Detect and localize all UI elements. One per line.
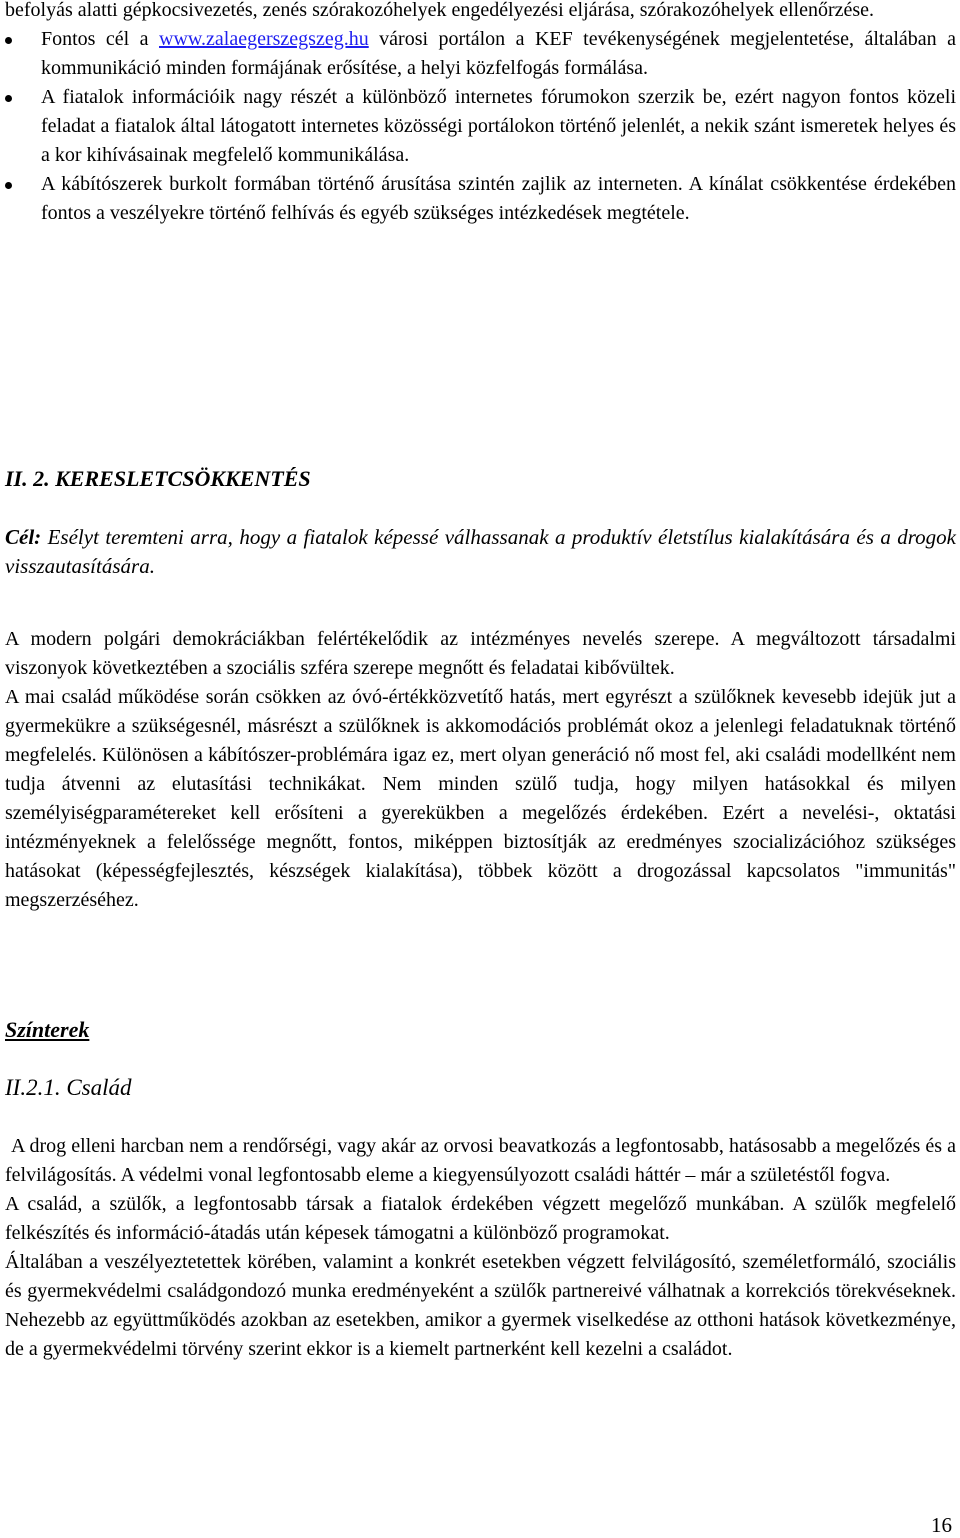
list-item	[0, 170, 956, 228]
page-number: 16	[931, 1513, 952, 1537]
list-item	[0, 25, 956, 83]
paragraph: A modern polgári demokráciákban felértékelődik az intézményes nevelés szerepe. A megváltozott társadalmi viszonyok következtében a szociális szféra szerepe megnőtt és feladatai kibővültek.	[5, 628, 956, 679]
subheading-family	[5, 1073, 956, 1104]
body-section-2	[5, 1132, 956, 1364]
list-item-text: befolyás alatti gépkocsivezetés, zenés szórakozóhelyek engedélyezési eljárása, szórakozóhelyek ellenőrzése.	[5, 0, 875, 21]
section-heading: II. 2. KERESLETCSÖKKENTÉS	[5, 466, 311, 491]
subheading-scenes	[5, 1015, 956, 1046]
list-item-text: Fontos cél a	[41, 28, 160, 50]
list-item-text: városi portálon a KEF tevékenységének megjelentetése, általában a kommunikáció minden formájának erősítése, a helyi közfelfogás formálása.	[41, 28, 957, 79]
bullet-list	[0, 0, 956, 228]
paragraph: Általában a veszélyeztetettek körében, valamint a konkrét esetekben végzett felvilágosító, személetformáló, szociális és gyermekvédelmi családgondozó munka eredményeként a szülők partnereivé válhatnak a korrekciós törekvéseknek. Nehezebb az együttműködés azokban az esetekben, amikor a gyermek viselkedése az otthoni hatások következménye, de a gyermekvédelmi törvény szerint ekkor is a kiemelt partnerként kell kezelni a családot.	[5, 1251, 956, 1360]
paragraph: A család, a szülők, a legfontosabb társak a fiatalok érdekében végzett megelőző munkában. A szülők megfelelő felkészítés és információ-átadás után képesek támogatni a különböző programokat.	[5, 1193, 956, 1244]
paragraph: A drog elleni harcban nem a rendőrségi, vagy akár az orvosi beavatkozás a legfontosabb, hatásosabb a megelőzés és a felvilágosítás. A védelmi vonal legfontosabb eleme a kiegyensúlyozott családi háttér – már a születéstől fogva.	[5, 1135, 956, 1186]
list-item-continuation	[0, 0, 956, 25]
list-item-text: A fiatalok információik nagy részét a különböző internetes fórumokon szerzik be, ezért nagyon fontos közeli feladat a fiatalok által látogatott internetes közösségi portálokon történő jelenlét, a nekik szánt ismeretek helyes és a kor kihívásainak megfelelő kommunikálása.	[41, 86, 956, 166]
portal-link[interactable]: www.zalaegerszegszeg.hu	[159, 28, 369, 50]
goal-text: Esélyt teremteni arra, hogy a fiatalok képessé válhassanak a produktív életstílus kialakítására és a drogok visszautasítására.	[5, 525, 956, 578]
bullet-icon	[5, 182, 12, 189]
bullet-icon	[5, 37, 12, 44]
subheading-family-text: II.2.1. Család	[5, 1075, 132, 1100]
paragraph: A mai család működése során csökken az óvó-értékközvetítő hatás, mert egyrészt a szülőknek kevesebb idejük jut a gyermekükre a szükségesnél, másrészt a szülőknek is akkomodációs problémát okoz a jelenlegi feladatuknak történő megfelelés. Különösen a kábítószer-problémára igaz ez, mert olyan generáció nő most fel, aki családi modellként nem tudja átvenni az elutasítási technikákat. Nem minden szülő tudja, hogy milyen hatásokkal és milyen személyiségparamétereket kell erősíteni a gyerekükben a megelőzés érdekében. Ezért a nevelési-, oktatási intézményeknek a felelőssége megnőtt, fontos, miképpen biztosítják az eredményes szocializációhoz szükséges hatásokat (képességfejlesztés, készségek kialakítása), többek között a drogozással kapcsolatos "immunitás" megszerzéséhez.	[5, 686, 956, 911]
goal-label: Cél:	[5, 525, 42, 549]
list-item	[0, 83, 956, 170]
bullet-icon	[5, 95, 12, 102]
goal-statement	[5, 523, 956, 581]
body-section-1	[5, 625, 956, 915]
list-item-text: A kábítószerek burkolt formában történő árusítása szintén zajlik az interneten. A kínálat csökkentése érdekében fontos a veszélyekre történő felhívás és egyéb szükséges intézkedések megtétele.	[41, 173, 956, 224]
subheading-scenes-text: Színterek	[5, 1017, 90, 1042]
